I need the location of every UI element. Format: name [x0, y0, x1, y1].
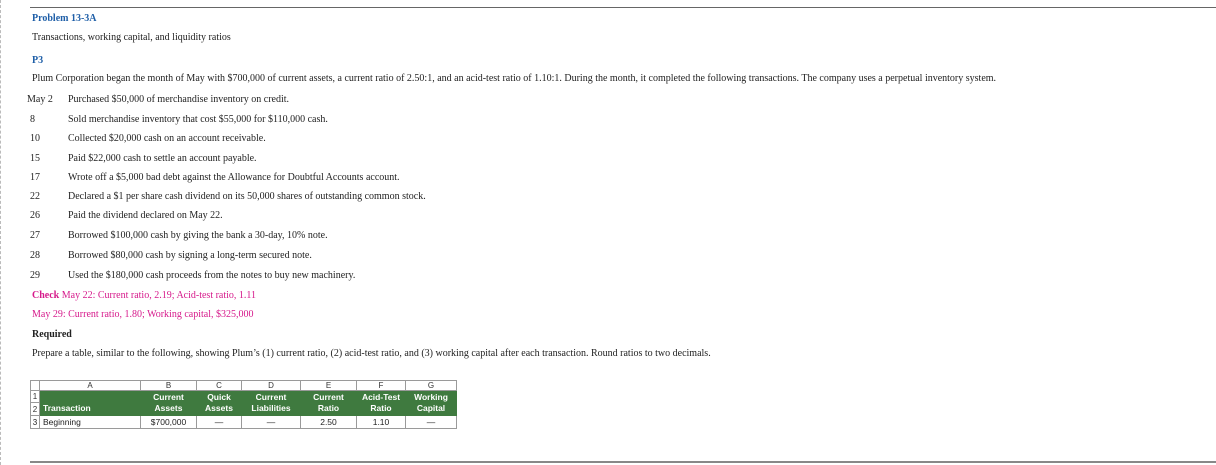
- check-line-1: [32, 290, 256, 302]
- objective-code: P3: [32, 55, 44, 66]
- check-label: Check: [32, 290, 60, 301]
- bottom-rule: [30, 461, 1216, 463]
- column-header: D: [242, 381, 301, 391]
- header-cell: Current: [141, 391, 197, 403]
- data-cell[interactable]: —: [406, 416, 457, 429]
- header-cell: [40, 391, 141, 403]
- data-cell[interactable]: —: [197, 416, 242, 429]
- header-cell: Current: [301, 391, 357, 403]
- left-margin-rule: [0, 0, 1, 465]
- data-cell[interactable]: Beginning: [40, 416, 141, 429]
- intro-paragraph: Plum Corporation began the month of May with $700,000 of current assets, a current ratio of 2.50:1, and an acid-test ratio of 1.10:1. During the month, it completed the following transactions. The company uses a perpetual inventory system.: [32, 73, 997, 84]
- transaction-date: 28: [30, 250, 40, 261]
- header-cell: Ratio: [301, 403, 357, 416]
- corner-cell: [31, 381, 40, 391]
- transaction-date: May 2: [27, 94, 53, 105]
- transaction-text: Borrowed $80,000 cash by signing a long-term secured note.: [68, 250, 312, 261]
- column-header-row: [31, 381, 457, 391]
- header-cell: Liabilities: [242, 403, 301, 416]
- data-cell[interactable]: 2.50: [301, 416, 357, 429]
- data-row-beginning: [31, 416, 457, 429]
- transaction-date: 22: [30, 191, 40, 202]
- header-cell: Current: [242, 391, 301, 403]
- transaction-text: Paid the dividend declared on May 22.: [68, 210, 223, 221]
- transaction-date: 27: [30, 230, 40, 241]
- required-text: Prepare a table, similar to the following, showing Plum’s (1) current ratio, (2) acid-test ratio, and (3) working capital after each transaction. Round ratios to two decimals.: [32, 348, 711, 359]
- problem-label: Problem 13-3A: [32, 13, 97, 24]
- header-row-1: [31, 391, 457, 403]
- data-cell[interactable]: —: [242, 416, 301, 429]
- transaction-text: Borrowed $100,000 cash by giving the bank a 30-day, 10% note.: [68, 230, 328, 241]
- header-cell: Capital: [406, 403, 457, 416]
- transaction-text: Purchased $50,000 of merchandise inventory on credit.: [68, 94, 290, 105]
- transaction-text: Paid $22,000 cash to settle an account payable.: [68, 153, 257, 164]
- transaction-date: 29: [30, 270, 40, 281]
- row-number: 3: [31, 416, 40, 429]
- top-rule: [30, 7, 1216, 8]
- column-header: E: [301, 381, 357, 391]
- data-cell[interactable]: $700,000: [141, 416, 197, 429]
- transaction-text: Collected $20,000 cash on an account receivable.: [68, 133, 266, 144]
- column-header: G: [406, 381, 457, 391]
- row-number: 2: [31, 403, 40, 416]
- header-cell: Transaction: [40, 403, 141, 416]
- row-number: 1: [31, 391, 40, 403]
- transaction-text: Declared a $1 per share cash dividend on its 50,000 shares of outstanding common stock.: [68, 191, 426, 202]
- transaction-date: 8: [30, 114, 35, 125]
- data-cell[interactable]: 1.10: [357, 416, 406, 429]
- header-cell: Quick: [197, 391, 242, 403]
- column-header: F: [357, 381, 406, 391]
- transaction-text: Sold merchandise inventory that cost $55,000 for $110,000 cash.: [68, 114, 328, 125]
- transaction-text: Used the $180,000 cash proceeds from the notes to buy new machinery.: [68, 270, 356, 281]
- transaction-date: 26: [30, 210, 40, 221]
- header-cell: Acid-Test: [357, 391, 406, 403]
- check-line-2: May 29: Current ratio, 1.80; Working capital, $325,000: [32, 309, 254, 320]
- transaction-date: 17: [30, 172, 40, 183]
- column-header: C: [197, 381, 242, 391]
- header-cell: Ratio: [357, 403, 406, 416]
- problem-subtitle: Transactions, working capital, and liquidity ratios: [32, 32, 231, 43]
- spreadsheet-table: [30, 380, 457, 429]
- header-cell: Working: [406, 391, 457, 403]
- header-cell: Assets: [141, 403, 197, 416]
- transaction-text: Wrote off a $5,000 bad debt against the Allowance for Doubtful Accounts account.: [68, 172, 400, 183]
- transaction-date: 15: [30, 153, 40, 164]
- header-cell: Assets: [197, 403, 242, 416]
- column-header: B: [141, 381, 197, 391]
- column-header: A: [40, 381, 141, 391]
- header-row-2: [31, 403, 457, 416]
- required-label: Required: [32, 329, 72, 340]
- transaction-date: 10: [30, 133, 40, 144]
- check-text-1: May 22: Current ratio, 2.19; Acid-test ratio, 1.11: [61, 290, 257, 301]
